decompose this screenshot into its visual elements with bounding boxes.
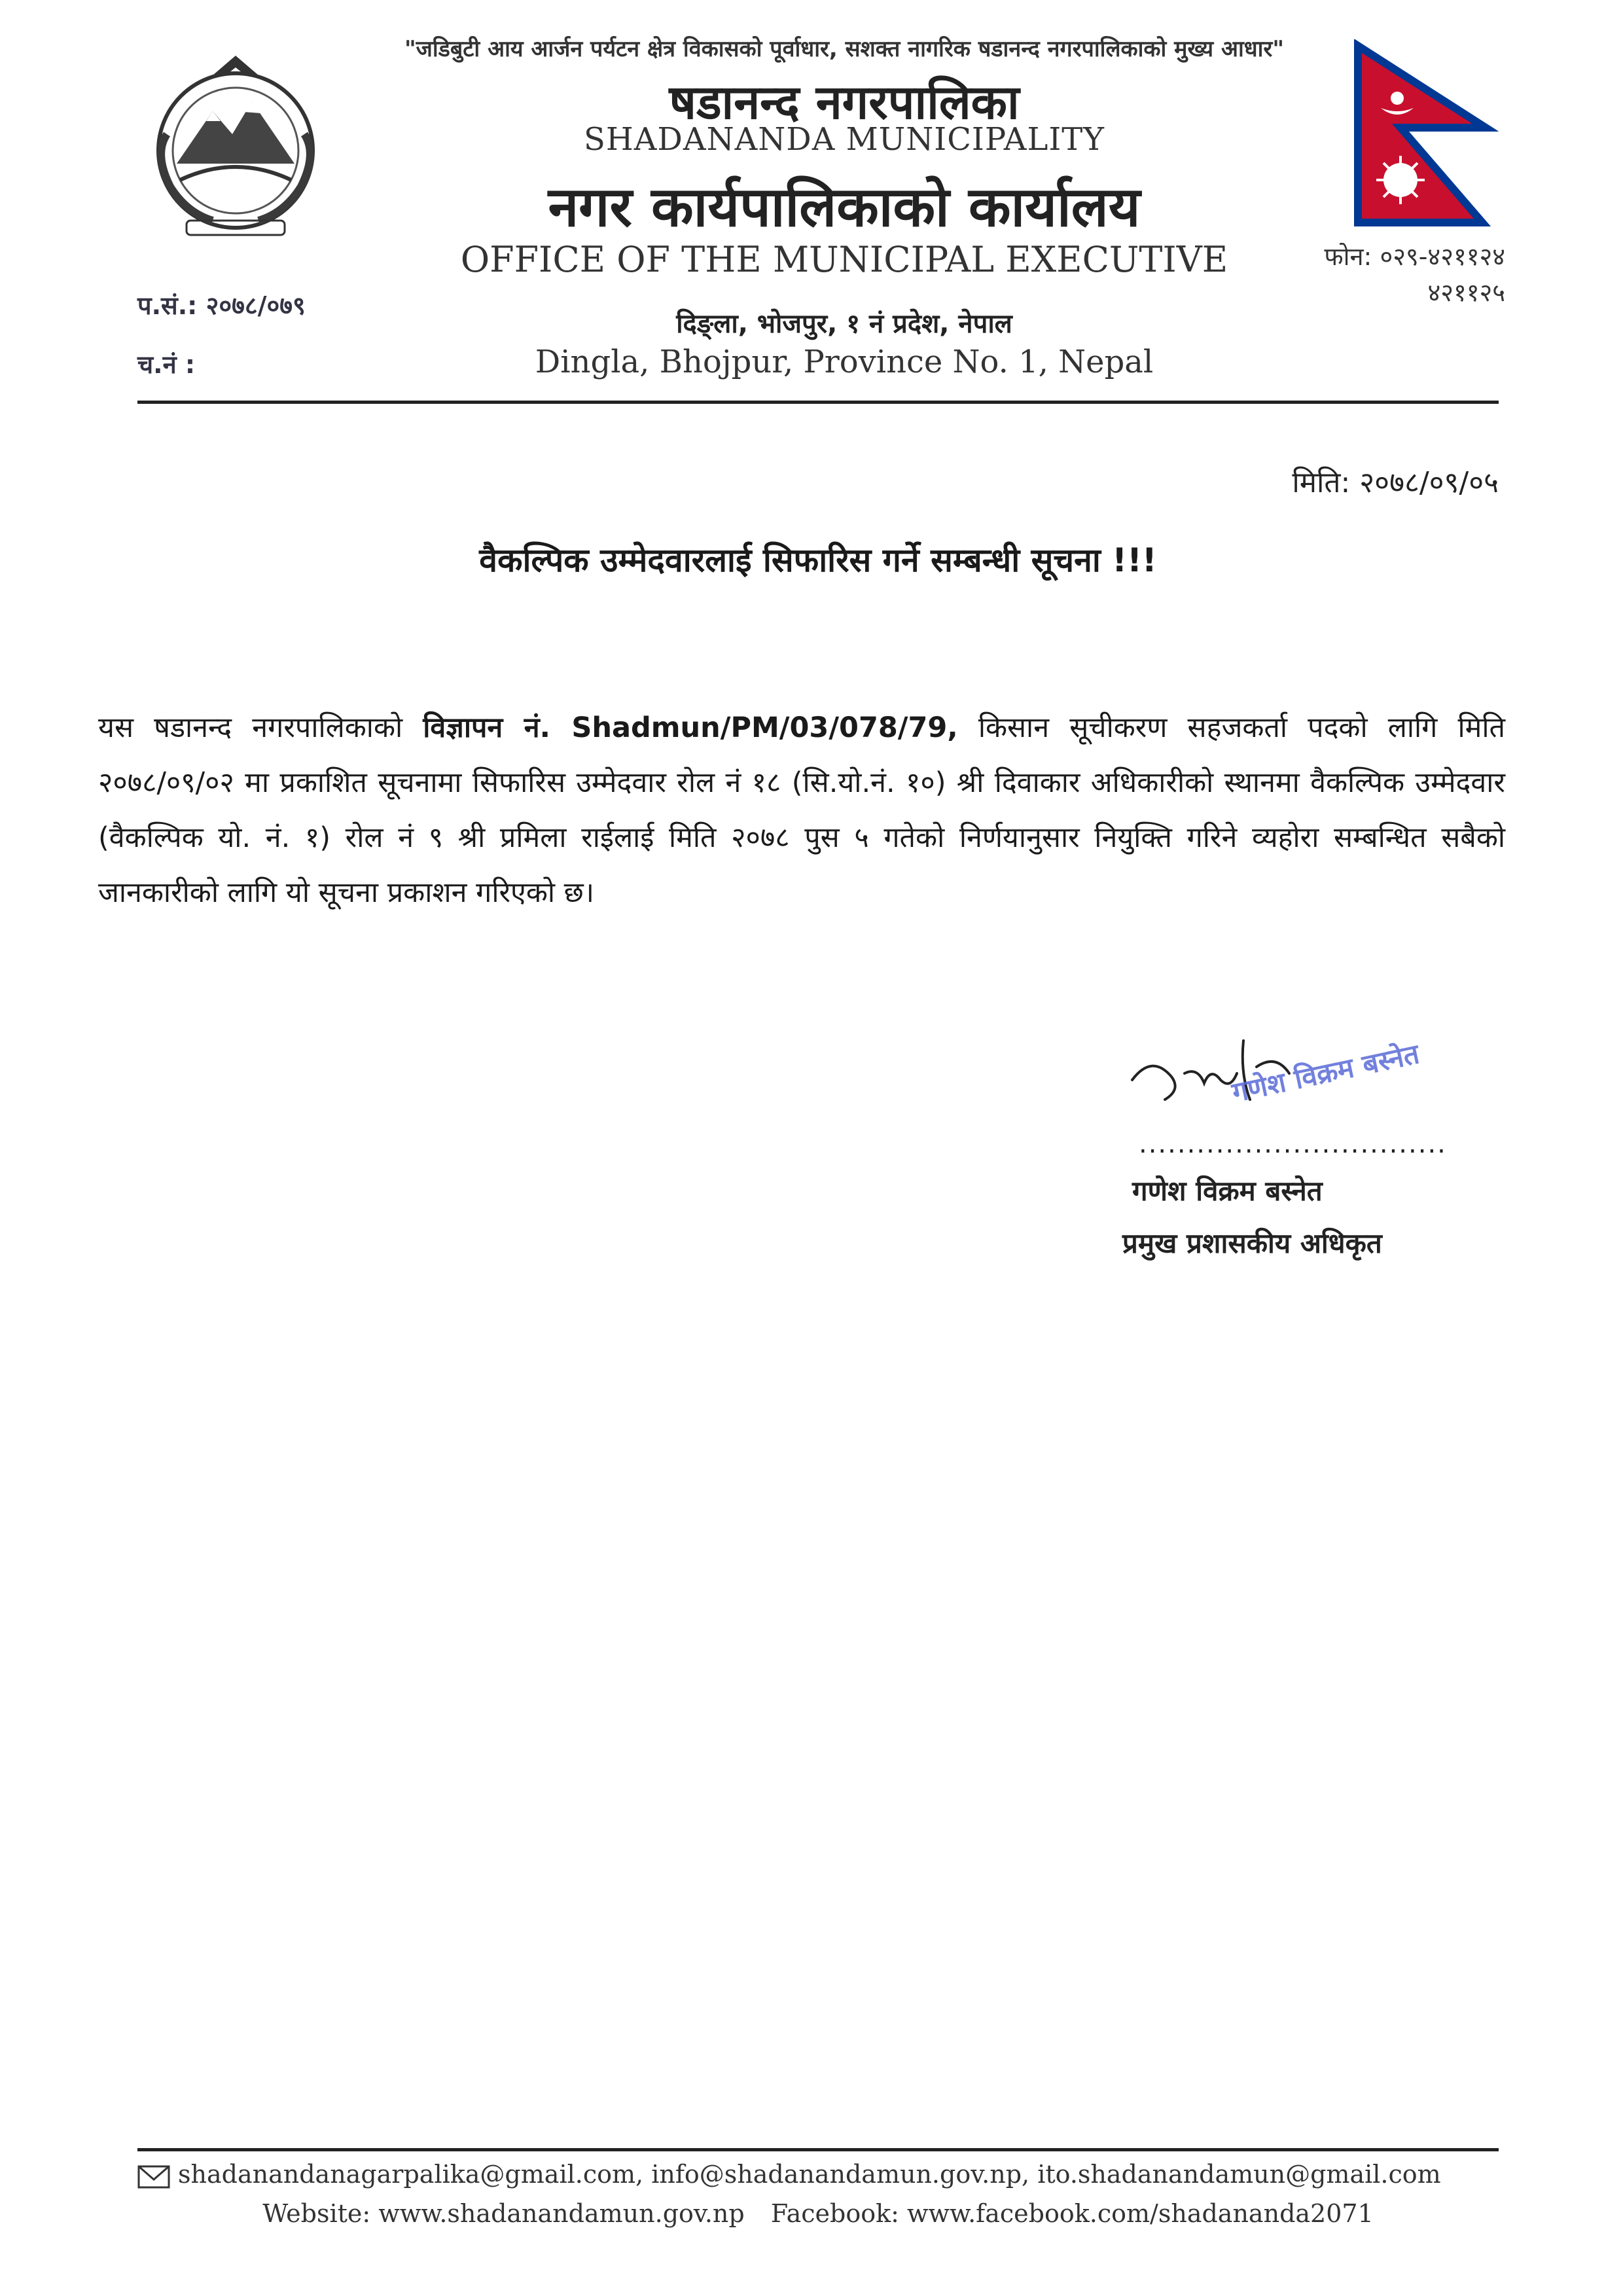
official-stamp: गणेश विक्रम बस्नेत bbox=[1229, 1037, 1422, 1109]
dispatch-number: च.नं : bbox=[137, 350, 196, 379]
email-icon bbox=[137, 2165, 170, 2189]
municipality-name-english: SHADANANDA MUNICIPALITY bbox=[584, 121, 1105, 158]
address-english: Dingla, Bhojpur, Province No. 1, Nepal bbox=[535, 344, 1154, 380]
footer-divider bbox=[137, 2148, 1499, 2151]
footer-emails: shadanandanagarpalika@gmail.com, info@shadanandamun.gov.np, ito.shadanandamun@gmail.com bbox=[178, 2160, 1441, 2189]
footer-web bbox=[137, 2199, 1499, 2228]
phone-number-secondary: ४२११२५ bbox=[1427, 278, 1505, 307]
office-name-nepali: नगर कार्यपालिकाको कार्यालय bbox=[548, 175, 1141, 239]
notice-subject: वैकल्पिक उम्मेदवारलाई सिफारिस गर्ने सम्बन्धी सूचना !!! bbox=[479, 541, 1157, 579]
body-intro: यस षडानन्द नगरपालिकाको bbox=[98, 711, 423, 744]
address-nepali: दिङ्ला, भोजपुर, १ नं प्रदेश, नेपाल bbox=[676, 309, 1012, 339]
body-text: किसान सूचीकरण सहजकर्ता पदको लागि मिति २०७८/०९/०२ मा प्रकाशित सूचनामा सिफारिस उम्मेदवार रोल नं १८ (सि.यो.नं. १०) श्री दिवाकार अधिकारीको स्थानमा वैकल्पिक उम्मेदवार (वैकल्पिक यो. नं. १) रोल नं ९ श्री प्रमिला राईलाई मिति २०७८ पुस ५ गतेको निर्णयानुसार नियुक्ति गरिने व्यहोरा सम्बन्धित सबैको जानकारीको लागि यो सूचना प्रकाशन गरिएको छ। bbox=[98, 711, 1505, 909]
notice-body bbox=[98, 700, 1505, 920]
municipal-emblem bbox=[141, 49, 330, 245]
header-divider bbox=[137, 401, 1499, 404]
municipal-motto: "जडिबुटी आय आर्जन पर्यटन क्षेत्र विकासको पूर्वाधार, सशक्त नागरिक षडानन्द नगरपालिकाको मुख्य आधार" bbox=[404, 36, 1285, 62]
signatory-name: गणेश विक्रम बस्नेत bbox=[1132, 1175, 1323, 1207]
signature-line: ................................ bbox=[1139, 1129, 1447, 1159]
reference-number: प.सं.: २०७८/०७९ bbox=[137, 291, 306, 320]
municipality-name-nepali: षडानन्द नगरपालिका bbox=[669, 75, 1020, 130]
letter-date: मिति: २०७८/०९/०५ bbox=[1292, 466, 1499, 499]
phone-number-primary: फोन: ०२९-४२११२४ bbox=[1324, 242, 1505, 271]
footer-facebook: Facebook: www.facebook.com/shadananda2071 bbox=[770, 2199, 1374, 2228]
footer-contact bbox=[137, 2160, 1512, 2189]
office-name-english: OFFICE OF THE MUNICIPAL EXECUTIVE bbox=[460, 239, 1228, 280]
footer-website: Website: www.shadanandamun.gov.np bbox=[262, 2199, 745, 2228]
advertisement-number: विज्ञापन नं. Shadmun/PM/03/078/79, bbox=[423, 711, 958, 744]
signatory-title: प्रमुख प्रशासकीय अधिकृत bbox=[1122, 1227, 1382, 1259]
